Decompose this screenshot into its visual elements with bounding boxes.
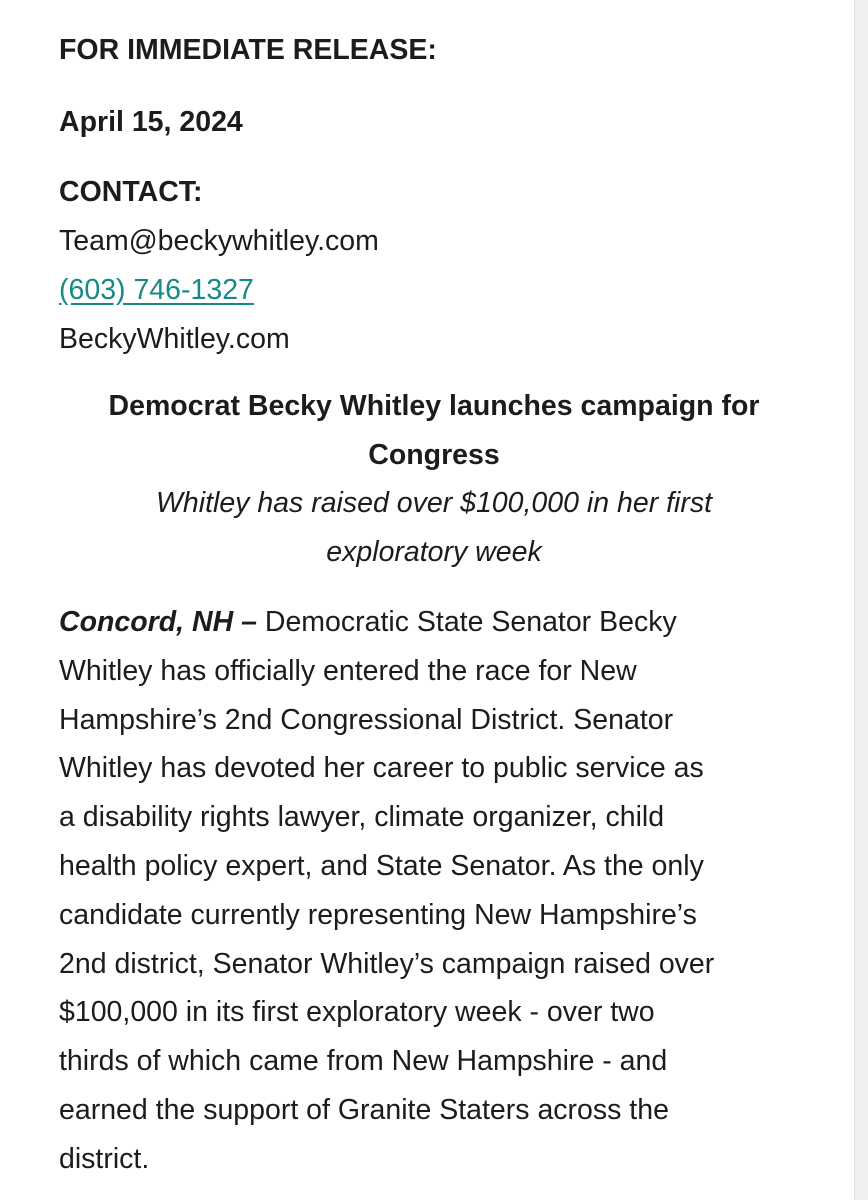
subheadline-line-2: exploratory week	[326, 535, 542, 568]
body-paragraph	[59, 598, 839, 1184]
body-line: Whitley has devoted her career to public service as	[59, 752, 704, 785]
dateline: Concord, NH –	[59, 606, 257, 638]
contact-website: BeckyWhitley.com	[59, 322, 290, 355]
body-line: health policy expert, and State Senator. As the only	[59, 849, 704, 882]
contact-phone-row	[59, 266, 819, 315]
body-line-first	[59, 598, 839, 647]
body-line: thirds of which came from New Hampshire - and	[59, 1045, 668, 1078]
contact-phone-link[interactable]: (603) 746-1327	[59, 273, 254, 306]
body-line: Hampshire’s 2nd Congressional District. Senator	[59, 703, 674, 736]
contact-heading: CONTACT:	[59, 176, 203, 209]
release-label: FOR IMMEDIATE RELEASE:	[59, 34, 437, 66]
contact-email: Team@beckywhitley.com	[59, 225, 379, 258]
body-line: district.	[59, 1142, 150, 1175]
body-line: a disability rights lawyer, climate organizer, child	[59, 801, 665, 834]
body-line: $100,000 in its first exploratory week - over two	[59, 996, 655, 1029]
release-header	[59, 26, 819, 363]
page-edge	[854, 0, 868, 1200]
headline-line-1: Democrat Becky Whitley launches campaign for	[108, 390, 760, 422]
body-line: candidate currently representing New Hampshire’s	[59, 898, 697, 931]
body-line: Democratic State Senator Becky	[256, 606, 677, 638]
subheadline-line-1: Whitley has raised over $100,000 in her first	[155, 487, 713, 519]
body-line: Whitley has officially entered the race for New	[59, 654, 637, 687]
headline-line-2: Congress	[368, 438, 500, 471]
headline-block	[0, 382, 868, 576]
release-date: April 15, 2024	[59, 105, 243, 138]
body-line: 2nd district, Senator Whitley’s campaign raised over	[59, 947, 715, 980]
body-line: earned the support of Granite Staters across the	[59, 1093, 669, 1126]
